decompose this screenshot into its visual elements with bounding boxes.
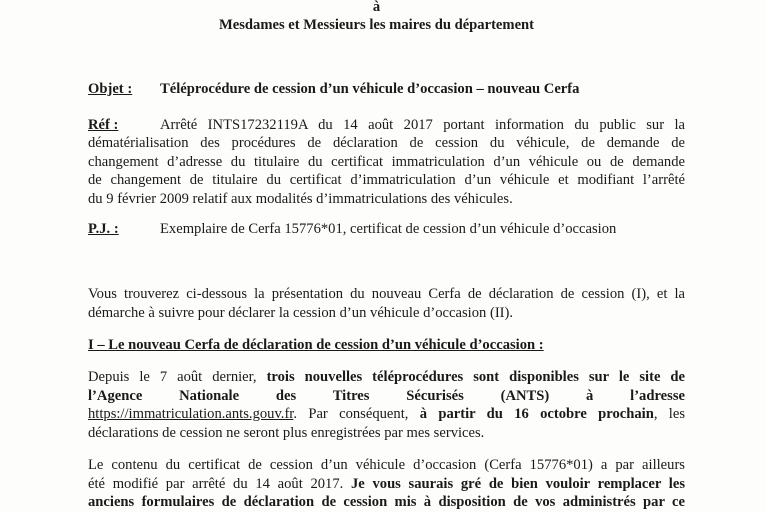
- header-recipients: Mesdames et Messieurs les maires du département: [218, 17, 535, 33]
- para2-line-3-bold: anciens formulaires de déclaration de cession mis à disposition de vos administrés par ce: [88, 494, 685, 511]
- para1-line-4: déclarations de cession ne seront plus enregistrées par mes services.: [88, 424, 485, 441]
- section-1-title: I – Le nouveau Cerfa de déclaration de cession d’un véhicule d’occasion :: [88, 337, 544, 353]
- para2-line-2: [88, 475, 685, 494]
- ref-line-3: changement d’adresse du titulaire du certificat immatriculation d’un véhicule ou de demande: [88, 153, 685, 170]
- objet-text: Téléprocédure de cession d’un véhicule d’occasion – nouveau Cerfa: [160, 81, 580, 97]
- para1-line-1-bold: trois nouvelles téléprocédures sont disponibles sur le site de: [266, 369, 685, 385]
- para2-line-2-bold: Je vous saurais gré de bien vouloir remplacer les: [351, 475, 685, 492]
- intro-line-2: démarche à suivre pour déclarer la cession d’un véhicule d’occasion (II).: [88, 304, 514, 321]
- para1-line-3-normal-2: , les: [653, 406, 686, 423]
- ref-line-1-text: Arrêté INTS17232119A du 14 août 2017 portant information du public sur la: [160, 117, 685, 133]
- paragraph-1: [88, 368, 685, 442]
- ants-link[interactable]: https://immatriculation.ants.gouv.fr: [88, 406, 294, 423]
- intro-paragraph: [88, 285, 685, 322]
- para1-line-2: [88, 387, 685, 406]
- header-a: à: [372, 0, 381, 15]
- para1-line-3: [88, 405, 685, 424]
- ref-line-5: du 9 février 2009 relatif aux modalités d’immatriculations des véhicules.: [88, 190, 513, 207]
- ref-line-2: dématérialisation des procédures de déclaration de cession du véhicule, de demande de: [88, 135, 685, 151]
- para2-line-2-normal: été modifié par arrêté du 14 août 2017.: [88, 475, 344, 492]
- para1-line-3-normal-1: . Par conséquent,: [293, 406, 409, 423]
- ref-line-1: [160, 116, 685, 135]
- ref-line-4: de changement de titulaire du certificat d’immatriculation d’un véhicule et modifiant l’arrêté: [88, 172, 685, 189]
- paragraph-2: [88, 456, 685, 512]
- pj-text: Exemplaire de Cerfa 15776*01, certificat de cession d’un véhicule d’occasion: [160, 221, 617, 237]
- para2-line-1: Le contenu du certificat de cession d’un véhicule d’occasion (Cerfa 15776*01) a par ailleurs: [88, 457, 685, 473]
- para1-line-2-bold: l’Agence Nationale des Titres Sécurisés (ANTS) à l’adresse: [88, 387, 685, 404]
- objet-label: Objet :: [88, 81, 133, 97]
- para2-line-3: [88, 493, 685, 512]
- pj-label: P.J. :: [88, 221, 119, 237]
- ref-label: Réf :: [88, 117, 119, 133]
- intro-line-1: Vous trouverez ci-dessous la présentation du nouveau Cerfa de déclaration de cession (I), et la: [88, 286, 685, 302]
- para1-line-3-bold: à partir du 16 octobre prochain: [419, 406, 654, 423]
- para1-line-1: [88, 368, 685, 387]
- para1-line-1-normal: Depuis le 7 août dernier,: [88, 369, 257, 385]
- ref-lines-rest: [88, 134, 685, 208]
